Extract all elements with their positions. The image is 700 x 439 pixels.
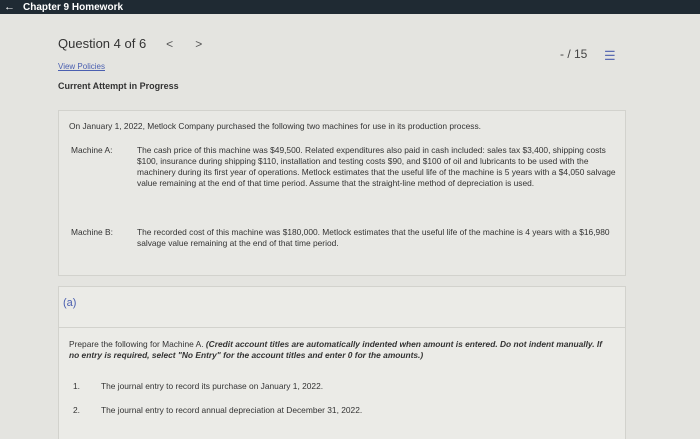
item-text: The journal entry to record annual depreciation at December 31, 2022. — [101, 405, 363, 415]
next-question-button[interactable]: > — [195, 36, 203, 51]
machine-b-label: Machine B: — [71, 227, 113, 237]
question-counter: Question 4 of 6 — [58, 36, 147, 51]
machine-b-text: The recorded cost of this machine was $180,000. Metlock estimates that the useful life of the machine is 4 years with a $16,980 salvage value remaining at the end of that time period. — [137, 227, 610, 248]
question-header — [58, 36, 202, 51]
attempt-status: Current Attempt in Progress — [58, 81, 179, 91]
part-a-label: (a) — [63, 297, 77, 309]
item-number: 1. — [73, 381, 80, 391]
score-display: - / 15 — [560, 47, 588, 61]
back-arrow-icon[interactable]: ← — [4, 1, 15, 13]
assignment-title: Chapter 9 Homework — [23, 1, 124, 13]
list-item — [73, 405, 362, 415]
view-policies-link[interactable]: View Policies — [58, 62, 105, 71]
list-item — [73, 381, 323, 391]
top-bar — [0, 0, 700, 14]
problem-card — [58, 110, 626, 276]
problem-intro: On January 1, 2022, Metlock Company purchased the following two machines for use in its production process. — [69, 121, 481, 131]
machine-a-label: Machine A: — [71, 145, 113, 155]
part-a-instructions — [69, 339, 609, 361]
divider — [59, 327, 625, 328]
prev-question-button[interactable]: < — [166, 36, 174, 51]
question-list-icon[interactable]: ☰ — [604, 48, 616, 63]
question-page — [0, 14, 700, 439]
item-number: 2. — [73, 405, 80, 415]
machine-a-text: The cash price of this machine was $49,500. Related expenditures also paid in cash included: sales tax $3,400, shipping costs $100, insurance during shipping $110, installation and testing costs $90, and $100 of oil and lubricants to be used with the machinery during its first year of operations. Metlock estimates that the useful life of the machine is 5 years with a $4,050 salvage value remaining at the end of that time period. Assume that the straight-line method of depreciation is used. — [137, 145, 616, 188]
instructions-italic: (Credit account titles are automatically indented when amount is entered. Do not indent manually. If no entry is required, select "No Entry" for the account titles and enter 0 for the amounts.) — [69, 339, 603, 360]
part-a-section — [58, 286, 626, 439]
item-text: The journal entry to record its purchase on January 1, 2022. — [101, 381, 324, 391]
instructions-plain: Prepare the following for Machine A. — [69, 339, 206, 349]
